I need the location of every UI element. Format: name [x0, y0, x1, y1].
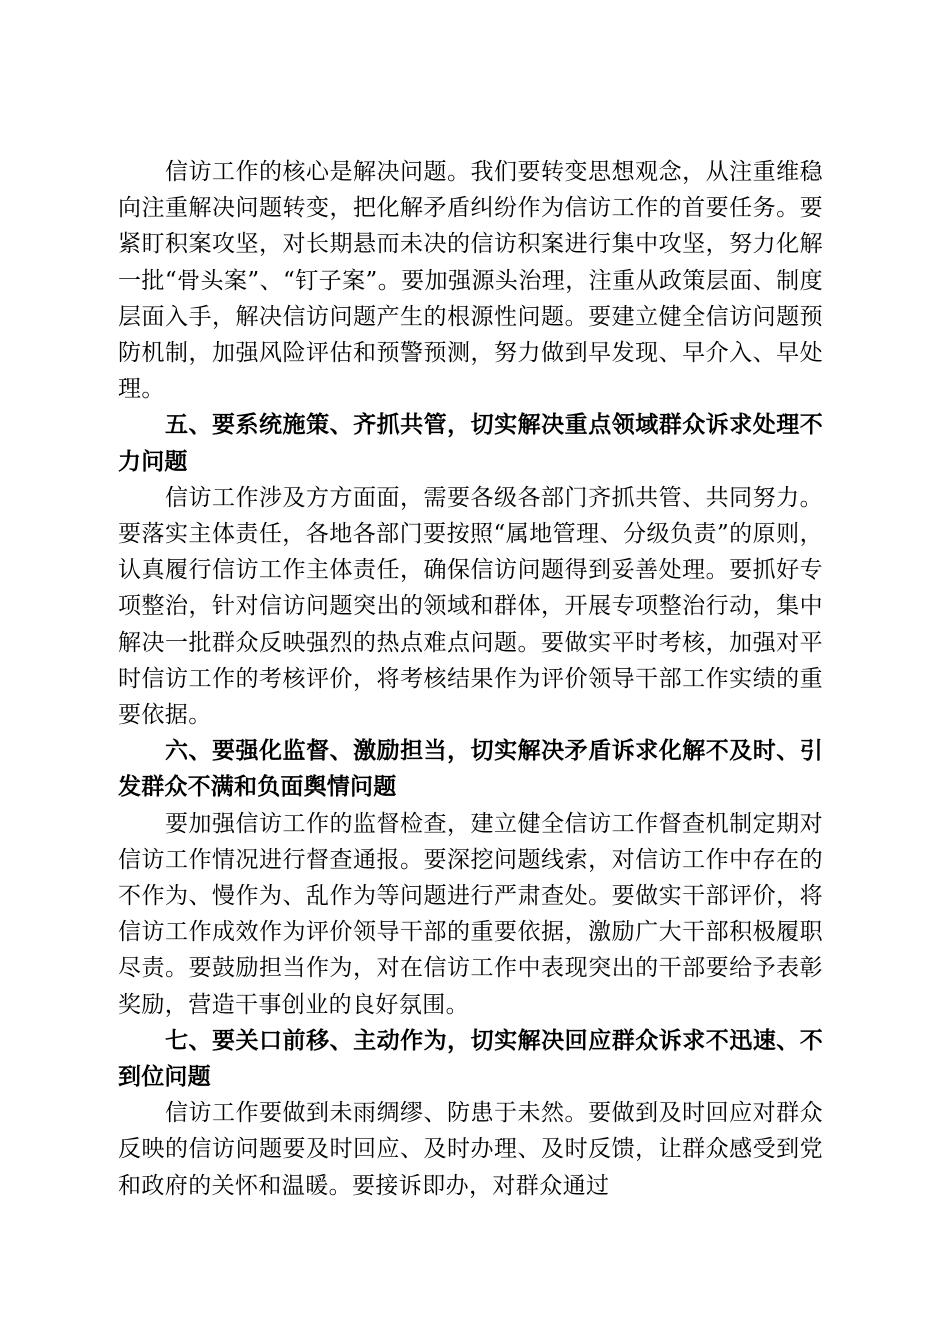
- paragraph-section-5: 信访工作涉及方方面面，需要各级各部门齐抓共管、共同努力。要落实主体责任，各地各部门要按照“属地管理、分级负责”的原则，认真履行信访工作主体责任，确保信访问题得到妥善处理。要抓好专项整治，针对信访问题突出的领域和群体，开展专项整治行动，集中解决一批群众反映强烈的热点难点问题。要做实平时考核，加强对平时信访工作的考核评价，将考核结果作为评价领导干部工作实绩的重要依据。: [118, 484, 823, 729]
- paragraph-section-7: 信访工作要做到未雨绸缪、防患于未然。要做到及时回应对群众反映的信访问题要及时回应、及时办理、及时反馈，让群众感受到党和政府的关怀和温暖。要接诉即办，对群众通过: [118, 1100, 823, 1199]
- document-page: [118, 154, 823, 1204]
- section-heading-7: 七、要关口前移、主动作为，切实解决回应群众诉求不迅速、不到位问题: [118, 1027, 823, 1091]
- paragraph-section-6: 要加强信访工作的监督检查，建立健全信访工作督查机制定期对信访工作情况进行督查通报。要深挖问题线索，对信访工作中存在的不作为、慢作为、乱作为等问题进行严肃查处。要做实干部评价，将信访工作成效作为评价领导干部的重要依据，激励广大干部积极履职尽责。要鼓励担当作为，对在信访工作中表现突出的干部要给予表彰奖励，营造干事创业的良好氛围。: [118, 810, 823, 1018]
- paragraph-core-problem-solving: 信访工作的核心是解决问题。我们要转变思想观念，从注重维稳向注重解决问题转变，把化解矛盾纠纷作为信访工作的首要任务。要紧盯积案攻坚，对长期悬而未决的信访积案进行集中攻坚，努力化解一批“骨头案”、“钉子案”。要加强源头治理，注重从政策层面、制度层面入手，解决信访问题产生的根源性问题。要建立健全信访问题预防机制，加强风险评估和预警预测，努力做到早发现、早介入、早处理。: [118, 159, 823, 403]
- section-heading-6: 六、要强化监督、激励担当，切实解决矛盾诉求化解不及时、引发群众不满和负面舆情问题: [118, 738, 823, 801]
- section-heading-5: 五、要系统施策、齐抓共管，切实解决重点领域群众诉求处理不力问题: [118, 412, 823, 475]
